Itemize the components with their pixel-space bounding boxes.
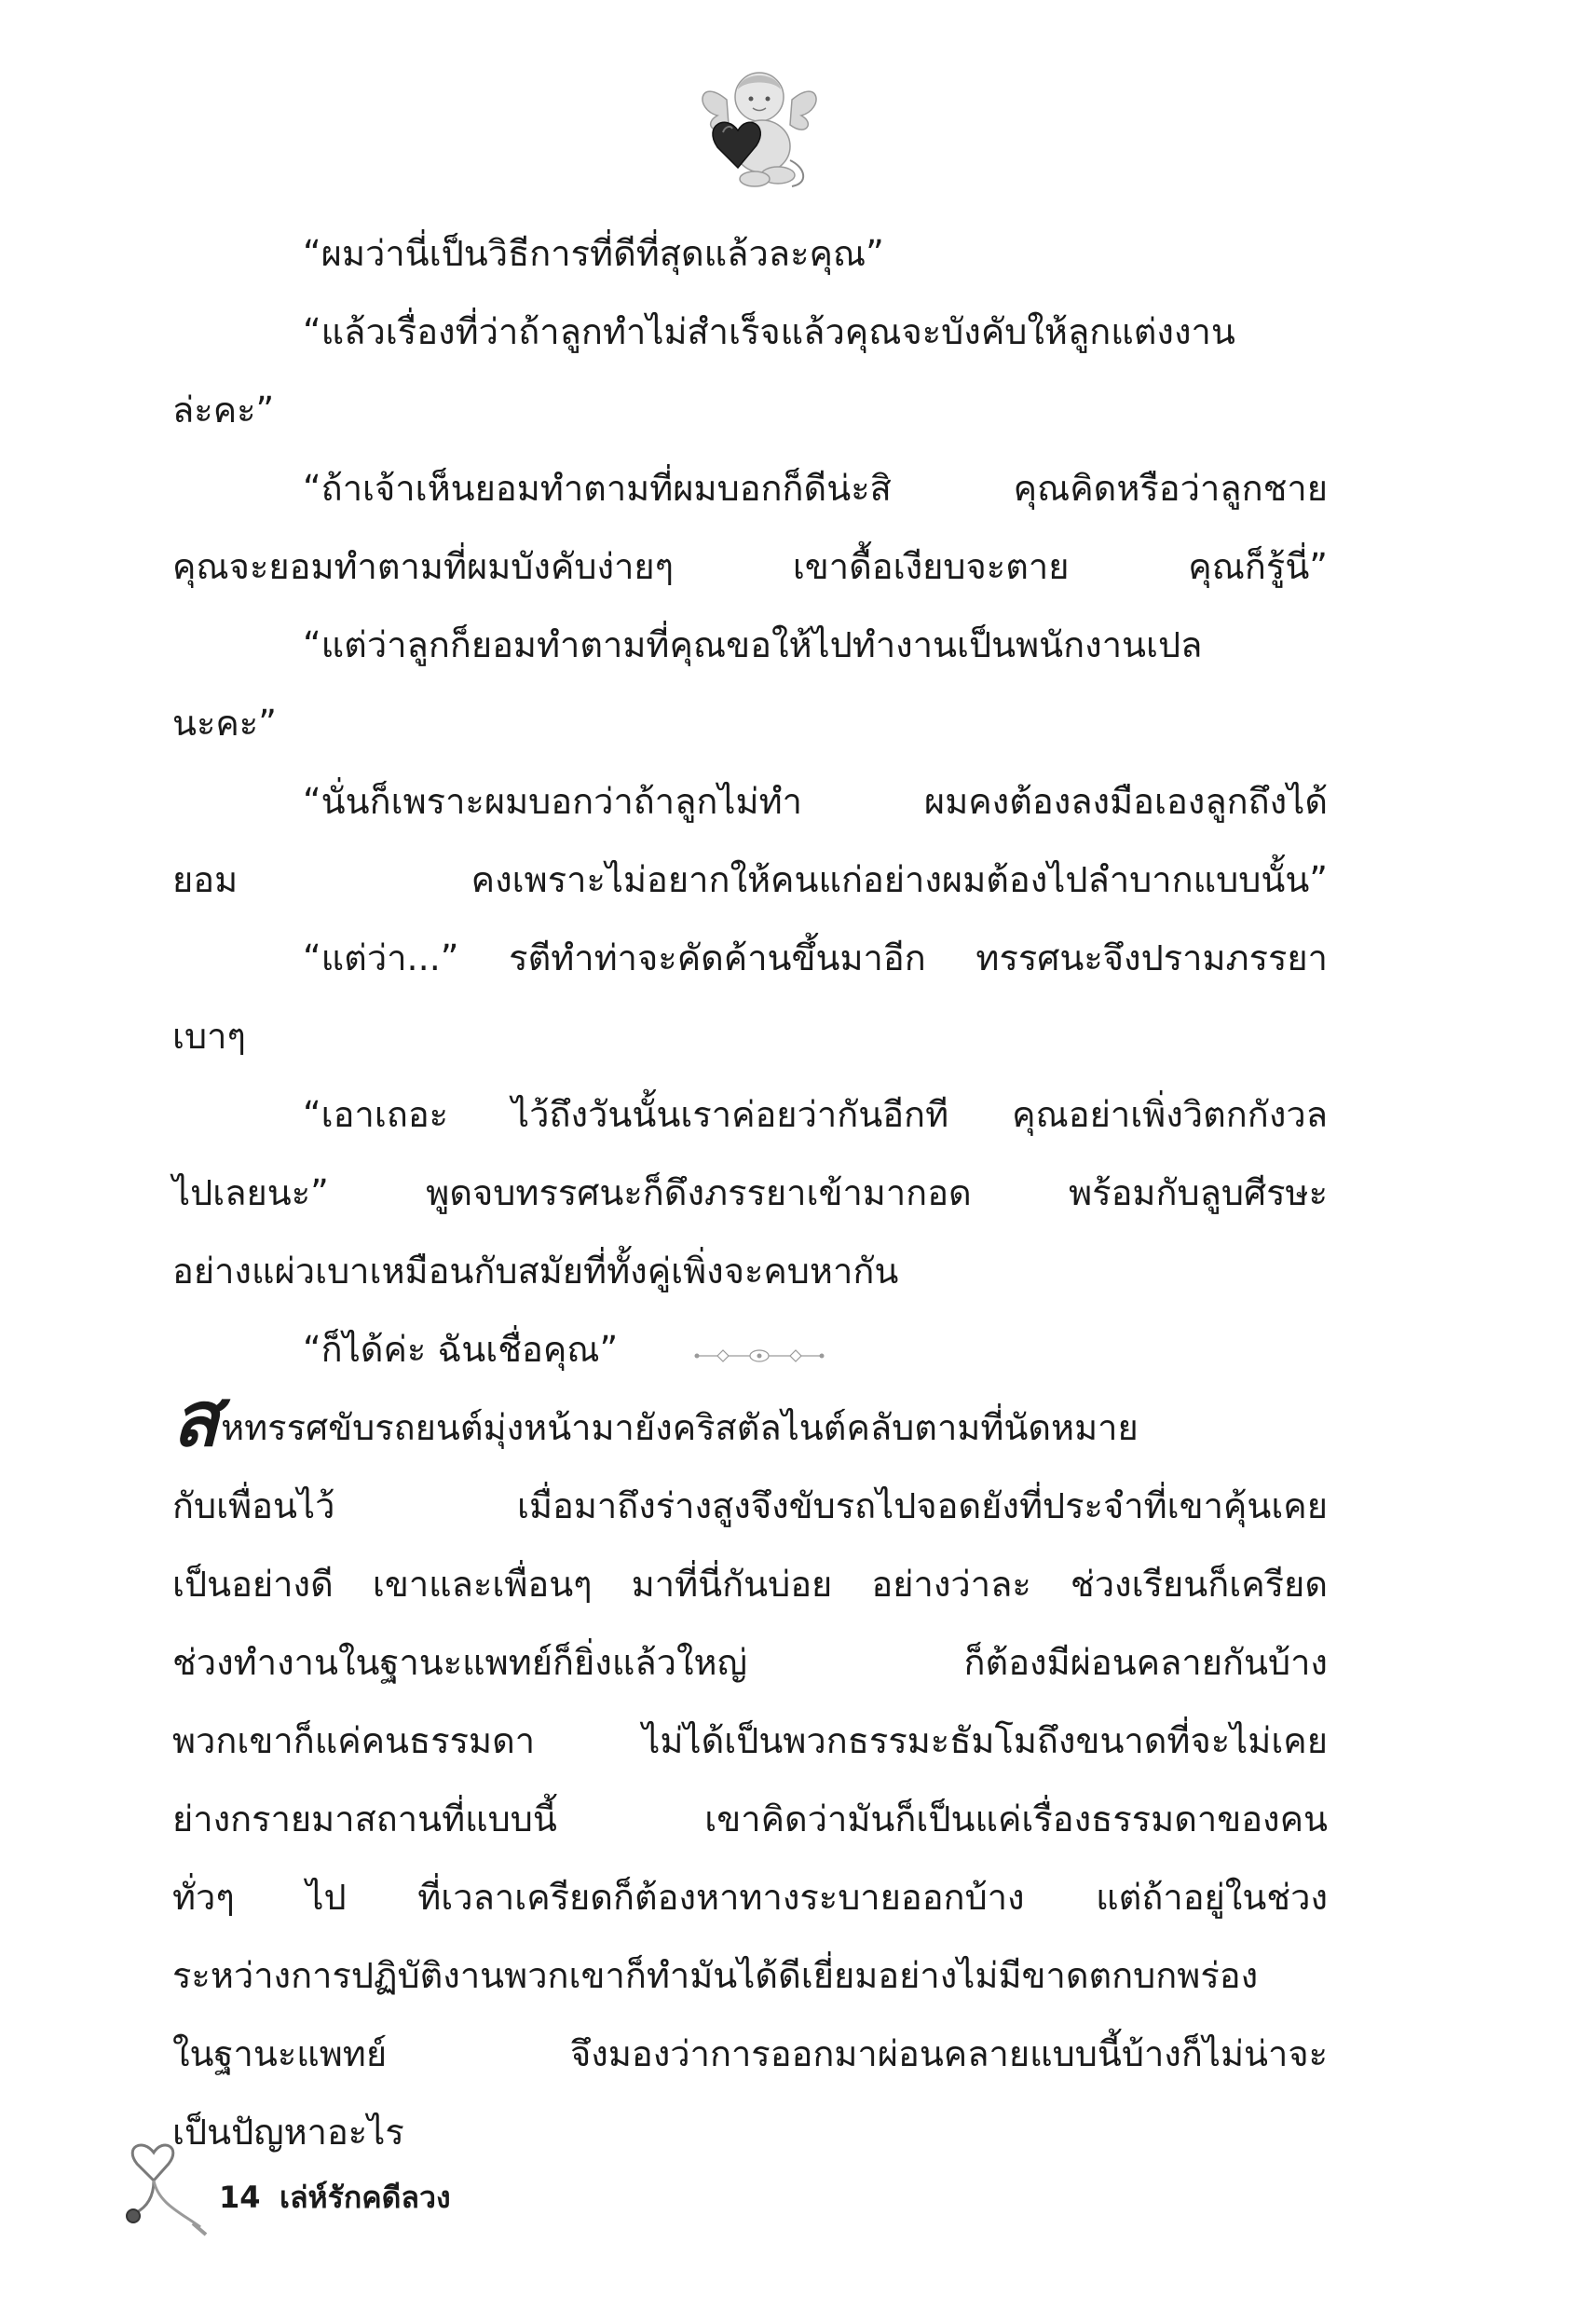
drop-cap: ส — [172, 1374, 220, 1464]
paragraph-line: “แต่ว่า...” รตีทำท่าจะคัดค้านขึ้นมาอีก ทรรศนะจึงปรามภรรยา — [303, 937, 1328, 978]
paragraph-line: “ผมว่านี่เป็นวิธีการที่ดีที่สุดแล้วละคุณ” — [303, 233, 884, 274]
paragraph-line: “ถ้าเจ้าเห็นยอมทำตามที่ผมบอกก็ดีน่ะสิ คุณคิดหรือว่าลูกชาย — [303, 468, 1328, 509]
paragraph-line: ทั่วๆ ไป ที่เวลาเครียดก็ต้องหาทางระบายออกบ้าง แต่ถ้าอยู่ในช่วง — [172, 1877, 1328, 1918]
paragraph-line: ย่างกรายมาสถานที่แบบนี้ เขาคิดว่ามันก็เป็นแค่เรื่องธรรมดาของคน — [172, 1798, 1328, 1839]
paragraph-line: ในฐานะแพทย์ จึงมองว่าการออกมาผ่อนคลายแบบนี้บ้างก็ไม่น่าจะ — [172, 2033, 1328, 2074]
paragraph-line: เป็นปัญหาอะไร — [172, 2112, 404, 2153]
paragraph-line: อย่างแผ่วเบาเหมือนกับสมัยที่ทั้งคู่เพิ่งจะคบหากัน — [172, 1251, 899, 1292]
paragraph-line: “นั่นก็เพราะผมบอกว่าถ้าลูกไม่ทำ ผมคงต้องลงมือเองลูกถึงได้ — [303, 781, 1328, 822]
paragraph-line — [172, 1374, 1328, 1467]
paragraph-line: กับเพื่อนไว้ เมื่อมาถึงร่างสูงจึงขับรถไปจอดยังที่ประจำที่เขาคุ้นเคย — [172, 1485, 1328, 1526]
cupid-heart-icon — [689, 58, 829, 198]
narrative-section — [172, 1374, 1328, 2171]
paragraph-line: ยอม คงเพราะไม่อยากให้คนแก่อย่างผมต้องไปลำบากแบบนั้น” — [172, 859, 1328, 900]
stethoscope-heart-icon — [116, 2134, 210, 2236]
paragraph-line: ระหว่างการปฏิบัติงานพวกเขาก็ทำมันได้ดีเยี่ยมอย่างไม่มีขาดตกบกพร่อง — [172, 1955, 1259, 1996]
page-footer — [116, 2134, 582, 2236]
paragraph-line: คุณจะยอมทำตามที่ผมบังคับง่ายๆ เขาดื้อเงียบจะตาย คุณก็รู้นี่” — [172, 546, 1328, 587]
page-number: 14 — [219, 2180, 261, 2215]
paragraph-line: ล่ะคะ” — [172, 390, 275, 431]
paragraph-line: นะคะ” — [172, 703, 277, 744]
paragraph-line-text: หทรรศขับรถยนต์มุ่งหน้ามายังคริสตัลไนต์คลับตามที่นัดหมาย — [221, 1407, 1139, 1448]
paragraph-line: เบาๆ — [172, 1016, 246, 1057]
dialogue-section — [172, 214, 1328, 1388]
ornament-divider-icon — [689, 1342, 829, 1370]
paragraph-line: พวกเขาก็แค่คนธรรมดา ไม่ได้เป็นพวกธรรมะธัมโมถึงขนาดที่จะไม่เคย — [172, 1720, 1328, 1761]
paragraph-line: เป็นอย่างดี เขาและเพื่อนๆ มาที่นี่กันบ่อย อย่างว่าละ ช่วงเรียนก็เครียด — [172, 1564, 1328, 1605]
paragraph-line: ไปเลยนะ” พูดจบทรรศนะก็ดึงภรรยาเข้ามากอด พร้อมกับลูบศีรษะ — [172, 1172, 1328, 1213]
book-title: เล่ห์รักคดีลวง — [280, 2180, 451, 2215]
paragraph-line: “ก็ได้ค่ะ ฉันเชื่อคุณ” — [303, 1329, 619, 1370]
paragraph-line: “แล้วเรื่องที่ว่าถ้าลูกทำไม่สำเร็จแล้วคุณจะบังคับให้ลูกแต่งงาน — [303, 311, 1235, 352]
paragraph-line: “เอาเถอะ ไว้ถึงวันนั้นเราค่อยว่ากันอีกที คุณอย่าเพิ่งวิตกกังวล — [303, 1094, 1328, 1135]
paragraph-line: “แต่ว่าลูกก็ยอมทำตามที่คุณขอให้ไปทำงานเป็นพนักงานเปล — [303, 624, 1203, 665]
paragraph-line: ช่วงทำงานในฐานะแพทย์ก็ยิ่งแล้วใหญ่ ก็ต้องมีผ่อนคลายกันบ้าง — [172, 1642, 1328, 1683]
